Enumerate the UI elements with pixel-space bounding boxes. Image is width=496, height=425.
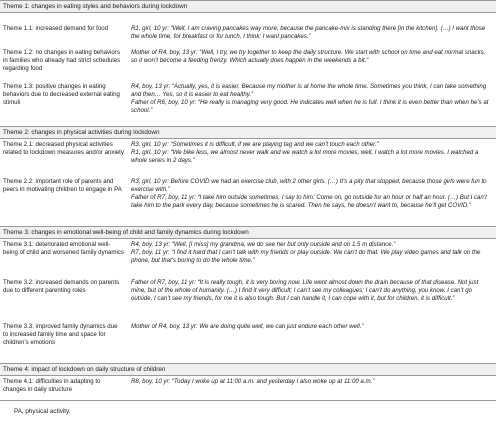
subtheme-label: Theme 3.3: improved family dynamics due to increased family time and space for children’s emotions <box>3 323 118 346</box>
table-row <box>0 376 496 401</box>
table-row <box>0 176 496 225</box>
quote-text: R4, boy, 13 yr: “Actually, yes, it is easier. Because my mother is at home the whole time. Sometimes you think, I can take something and then… Yes, so it is easier to eat healthy.” <box>131 83 487 98</box>
quote-text: R3, girl, 10 yr: “Sometimes it is difficult, if we are playing tag and we can’t touch each other.” <box>131 141 379 148</box>
table-row <box>0 23 496 47</box>
theme-title: Theme 4: impact of lockdown on daily structure of children <box>3 366 166 373</box>
quote-text: Mother of R4, boy, 13 yr: We are doing quite well, we can just endure each other well.” <box>131 323 364 330</box>
quote-text: R1, girl, 10 yr: “We bike less, we almost never walk and we watch a lot more movies, well, I watch a lot more movies. I watched a whole series in 2 days.” <box>131 149 479 164</box>
subtheme-label: Theme 3.1: deteriorated emotional well-being of child and worsened family dynamics <box>3 241 124 256</box>
table-footnote: PA, physical activity. <box>14 408 71 415</box>
subtheme-label: Theme 1.1: increased demand for food <box>3 25 109 32</box>
table-row <box>0 321 496 361</box>
quote-text: Father of R7, boy, 11 yr: “It is really tough, it is very boring now. Life went almost down the drain because of that disease. Not just mine, but of the whole of humanity. (…) I find it very difficult; I can’t see my colleagues; I can’t do anything, you know. I can’t go outside, I can’t see my friends, for me it is also tough. But I can handle it, I can cope with it, but for children, it is difficult.” <box>131 279 479 302</box>
theme-title: Theme 2: changes in physical activities during lockdown <box>3 129 160 136</box>
theme-header <box>0 363 496 376</box>
theme-title: Theme 1: changes in eating styles and behaviors during lockdown <box>3 3 188 10</box>
quote-text: R7, boy, 11 yr: “I find it hard that I can’t talk with my friends or play outside. We can’t do that. We play video games and talk on the phone, but that’s boring to do the whole time.” <box>131 249 481 264</box>
theme-header <box>0 126 496 139</box>
subtheme-label: Theme 1.2: no changes in eating behaviors in families who already had strict schedules regarding food <box>3 49 121 72</box>
table-row <box>0 277 496 319</box>
quote-cell <box>131 141 493 165</box>
quote-cell <box>131 25 493 41</box>
quote-cell <box>131 323 493 331</box>
quote-text: Mother of R4, boy, 13 yr: “Well, I try, we try together to keep the daily structure. We start with school on time and eat normal snacks, so it won’t become a feeding frenzy. Which actually does happen in the weekends a bit.” <box>131 49 486 64</box>
table-row <box>0 81 496 121</box>
subtheme-label: Theme 2.2: important role of parents and peers in motivating children to engage in PA <box>3 178 122 193</box>
quote-text: R3, girl, 10 yr: Before COVID we had an exercise club, with 2 other girls. (…) It’s a pity that stopped, because those girls were fun to exercise with.” <box>131 178 487 193</box>
quote-cell <box>131 178 493 210</box>
quote-text: R4, boy, 13 yr: “Well, [I miss] my grandma, we do see her but only outside and on 1.5 m distance.” <box>131 241 396 248</box>
quote-text: R1, girl, 10 yr: “Well, I am craving pancakes way more, because the pancake-mix is standing there [in the kitchen]. (…) I want those the whole time, for breakfast or for lunch, I think: I want pancakes.” <box>131 25 486 40</box>
table-row <box>0 139 496 179</box>
quote-cell <box>131 241 493 265</box>
theme-header <box>0 226 496 239</box>
table-row <box>0 239 496 279</box>
quote-cell <box>131 378 493 386</box>
theme-title: Theme 3: changes in emotional well-being of child and family dynamics during lockdown <box>3 229 249 236</box>
quote-cell <box>131 83 493 115</box>
table-row <box>0 47 496 79</box>
subtheme-label: Theme 4.1: difficulties in adapting to changes in daily structure <box>3 378 101 393</box>
quote-text: Father of R7, boy, 11 yr: “I take him outside sometimes, I say to him: Come on, go outside for an hour or half an hour. (…) But I can’t take him to the park every day, because sometimes he is scared. Then he says, he doesn’t want to, because he’ll get COVID.” <box>131 194 487 209</box>
theme-header <box>0 0 496 13</box>
quote-text: Father of R6, boy, 10 yr: “He really is managing very good. He indicates well when he is full. I think it is even better than when he’s at school.” <box>131 99 489 114</box>
quote-cell <box>131 49 493 65</box>
subtheme-label: Theme 1.3: positive changes in eating behaviors due to decreased external eating stimuli <box>3 83 120 106</box>
quote-cell <box>131 279 493 303</box>
subtheme-label: Theme 2.1: decreased physical activities related to lockdown measures and/or anxiety <box>3 141 124 156</box>
subtheme-label: Theme 3.2: increased demands on parents due to different parenting roles <box>3 279 120 294</box>
quote-text: R8, boy, 10 yr: “Today I woke up at 11:00 a.m. and yesterday I also woke up at 11:00 a.m.” <box>131 378 375 385</box>
